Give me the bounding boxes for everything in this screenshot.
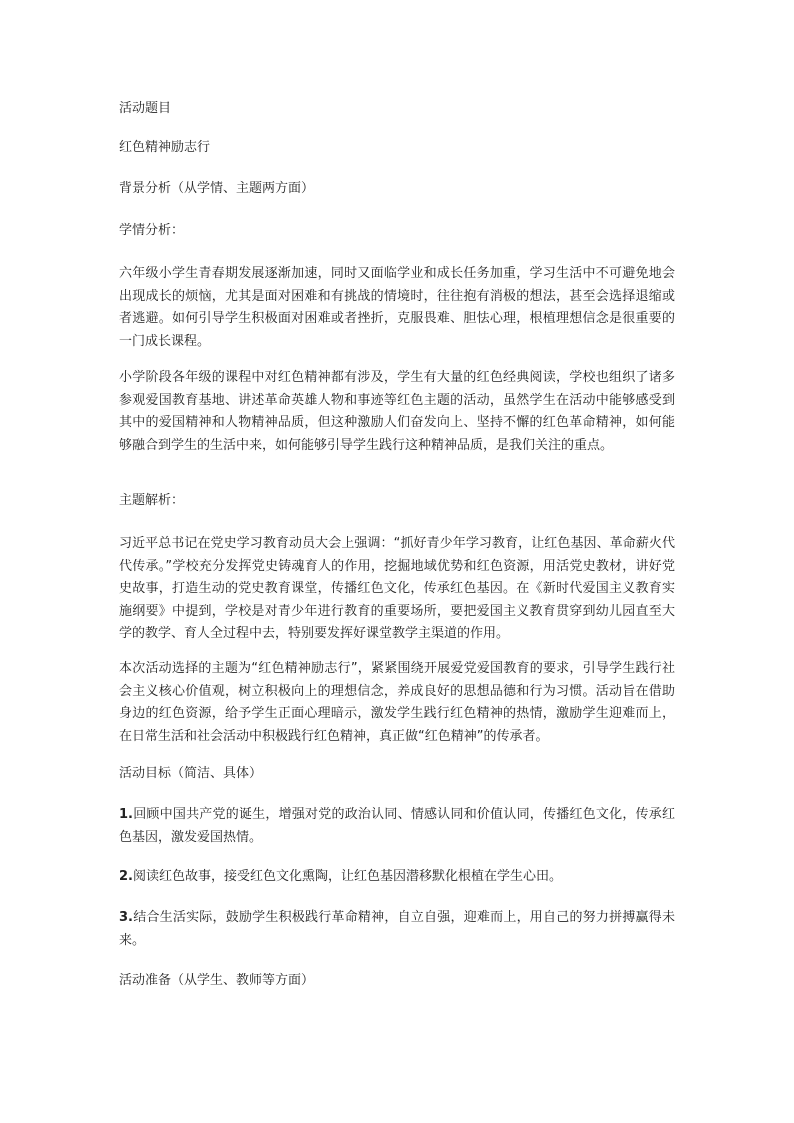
paragraph-theme-analysis-2: 本次活动选择的主题为“红色精神励志行”，紧紧围绕开展爱党爱国教育的要求，引导学生践行社会主义核心价值观，树立积极向上的理想信念，养成良好的思想品德和行为习惯。活动旨在借助身边的红色资源，给予学生正面心理暗示，激发学生践行红色精神的热情，激励学生迎难而上，在日常生活和社会活动中积极践行红色精神，真正做“红色精神”的传承者。 [119, 661, 675, 744]
goal-item-2 [119, 866, 675, 889]
heading-student-analysis: 学情分析： [119, 223, 185, 238]
goal-number-2: 2. [119, 869, 133, 884]
paragraph-theme-analysis-1: 习近平总书记在党史学习教育动员大会上强调：“抓好青少年学习教育，让红色基因、革命薪火代代传承。”学校充分发挥党史铸魂育人的作用，挖掘地域优势和红色资源，用活党史教材，讲好党史故事，打造生动的党史教育课堂，传播红色文化，传承红色基因。在《新时代爱国主义教育实施纲要》中提到，学校是对青少年进行教育的重要场所，要把爱国主义教育贯穿到幼儿园直至大学的教学、育人全过程中去，特别要发挥好课堂教学主渠道的作用。 [119, 536, 675, 641]
paragraph-student-analysis-2: 小学阶段各年级的课程中对红色精神都有涉及，学生有大量的红色经典阅读，学校也组织了诸多参观爱国教育基地、讲述革命英雄人物和事迹等红色主题的活动，虽然学生在活动中能够感受到其中的爱国精神和人物精神品质，但这种激励人们奋发向上、坚持不懈的红色革命精神，如何能够融合到学生的生活中来，如何能够引导学生践行这种精神品质，是我们关注的重点。 [119, 370, 675, 453]
heading-activity-goals: 活动目标（简洁、具体） [119, 766, 263, 781]
goal-text-2: 阅读红色故事，接受红色文化熏陶，让红色基因潜移默化根植在学生心田。 [132, 869, 562, 884]
goal-text-1: 回顾中国共产党的诞生，增强对党的政治认同、情感认同和价值认同，传播红色文化，传承红色基因，激发爱国热情。 [119, 807, 675, 845]
goal-item-3 [119, 907, 675, 952]
goal-item-1 [119, 804, 675, 849]
goal-text-3: 结合生活实际，鼓励学生积极践行革命精神，自立自强，迎难而上，用自己的努力拼搏赢得未来。 [119, 910, 675, 948]
heading-background-analysis: 背景分析（从学情、主题两方面） [119, 181, 315, 196]
heading-activity-title: 活动题目 [119, 101, 172, 116]
heading-activity-preparation: 活动准备（从学生、教师等方面） [119, 973, 315, 988]
goal-number-1: 1. [119, 807, 133, 822]
paragraph-student-analysis-1: 六年级小学生青春期发展逐渐加速，同时又面临学业和成长任务加重，学习生活中不可避免地会出现成长的烦恼，尤其是面对困难和有挑战的情境时，往往抱有消极的想法，甚至会选择退缩或者逃避。如何引导学生积极面对困难或者挫折，克服畏难、胆怯心理，根植理想信念是很重要的一门成长课程。 [119, 266, 675, 349]
heading-theme-analysis: 主题解析： [119, 493, 185, 508]
goal-number-3: 3. [119, 910, 133, 925]
activity-title: 红色精神励志行 [119, 140, 211, 155]
